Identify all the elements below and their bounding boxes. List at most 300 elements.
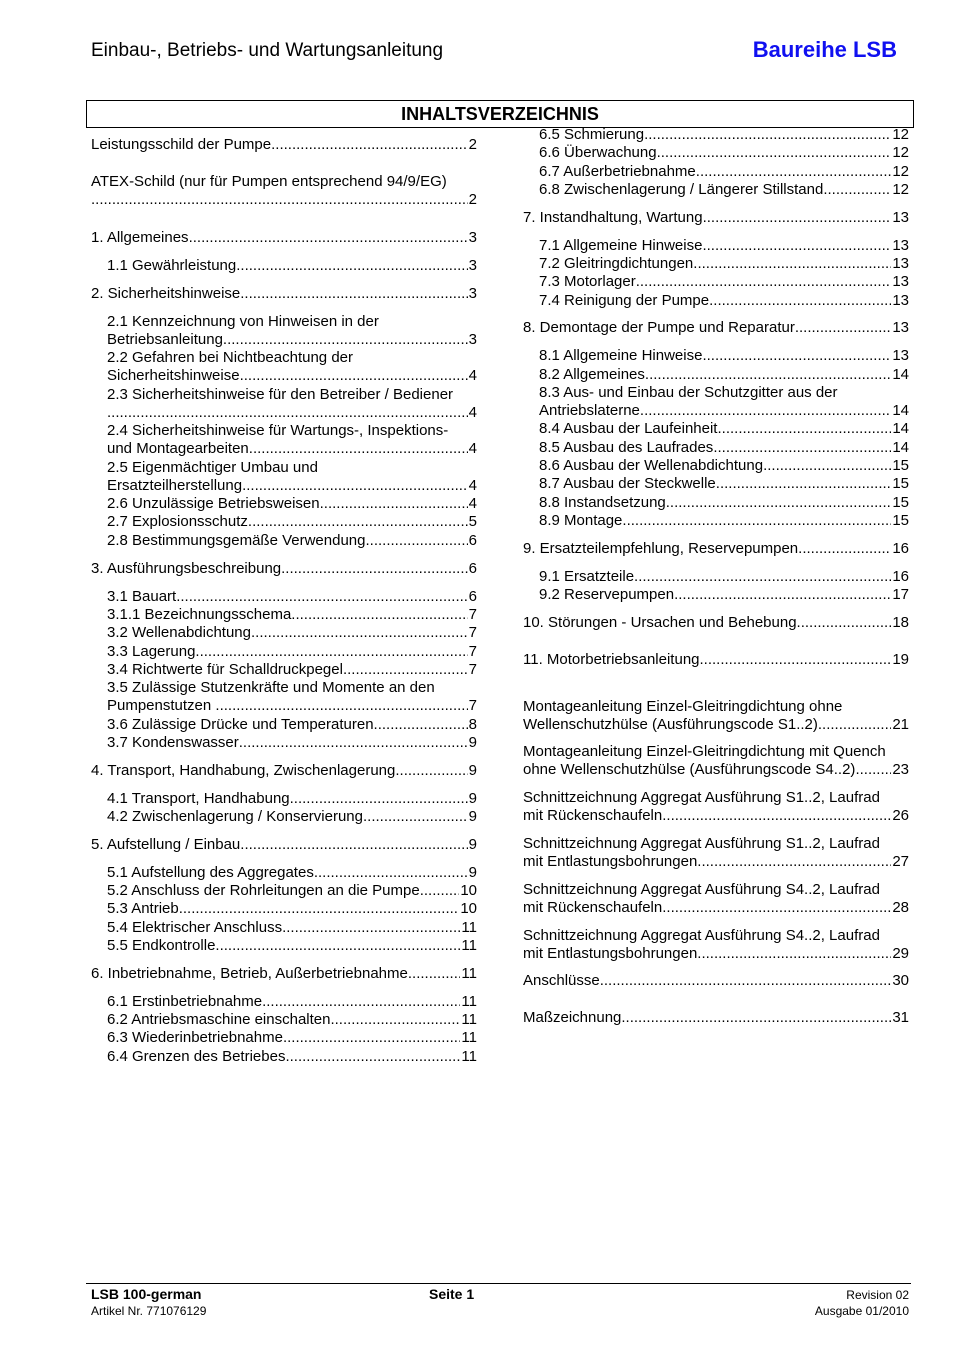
dot-leader — [709, 292, 891, 310]
toc-entry-title: 7.3 Motorlager — [539, 273, 636, 290]
toc-entry[interactable] — [91, 836, 477, 854]
toc-entry[interactable] — [91, 762, 477, 780]
dot-leader — [262, 993, 460, 1011]
toc-heading: INHALTSVERZEICHNIS — [86, 100, 914, 128]
toc-entry-page: 31 — [892, 1009, 909, 1026]
dot-leader — [249, 440, 468, 458]
toc-entry[interactable] — [107, 257, 477, 275]
toc-entry[interactable] — [539, 163, 909, 181]
toc-entry-title: 5.2 Anschluss der Rohrleitungen an die Pumpe — [107, 882, 420, 899]
toc-entry[interactable] — [107, 882, 477, 900]
dot-leader — [674, 586, 891, 604]
toc-entry-page: 4 — [468, 440, 477, 458]
toc-entry[interactable] — [539, 512, 909, 530]
toc-entry-page: 11 — [461, 965, 477, 982]
toc-entry-line: Montageanleitung Einzel-Gleitringdichtung mit Quench — [523, 743, 886, 760]
toc-entry-title: Leistungsschild der Pumpe — [91, 136, 272, 153]
dot-leader — [240, 367, 468, 385]
dot-leader — [91, 191, 468, 209]
toc-entry-page: 26 — [892, 807, 909, 825]
dot-leader — [636, 273, 892, 291]
toc-entry-page: 13 — [892, 255, 909, 272]
toc-entry-line: 2.2 Gefahren bei Nichtbeachtung der — [107, 349, 353, 366]
dot-leader — [395, 762, 467, 780]
toc-entry-page: 11 — [461, 993, 477, 1010]
toc-entry[interactable] — [523, 319, 909, 337]
toc-entry-title: mit Entlastungsbohrungen — [523, 853, 698, 871]
toc-entry-page: 23 — [892, 761, 909, 779]
toc-entry-leader-line — [539, 402, 909, 420]
toc-entry-leader-line — [107, 588, 477, 606]
dot-leader — [795, 319, 891, 337]
toc-entry-leader-line — [523, 761, 909, 779]
dot-leader — [420, 882, 460, 900]
footer-article: Artikel Nr. 771076129 — [91, 1304, 207, 1318]
toc-entry-leader-line — [539, 163, 909, 181]
toc-entry-page: 13 — [892, 209, 909, 226]
toc-entry-leader-line — [539, 512, 909, 530]
toc-entry-leader-line — [523, 319, 909, 337]
toc-entry-leader-line — [107, 1029, 477, 1047]
toc-entry-page: 14 — [892, 402, 909, 420]
toc-entry-page: 13 — [892, 292, 909, 309]
toc-entry[interactable] — [539, 439, 909, 457]
dot-leader — [314, 864, 468, 882]
dot-leader — [240, 285, 467, 303]
toc-entry-page: 2 — [468, 191, 477, 209]
toc-entry-title: Wellenschutzhülse (Ausführungscode S1..2) — [523, 716, 818, 734]
toc-entry[interactable] — [539, 255, 909, 273]
toc-entry-leader-line — [539, 366, 909, 384]
toc-entry-title: 6.6 Überwachung — [539, 144, 657, 161]
toc-entry-title: 9.1 Ersatzteile — [539, 568, 635, 585]
dot-leader — [696, 163, 892, 181]
toc-entry-title: 1.1 Gewährleistung — [107, 257, 237, 274]
dot-leader — [697, 853, 891, 871]
toc-entry[interactable] — [107, 993, 477, 1011]
toc-entry-title: 8.6 Ausbau der Wellenabdichtung — [539, 457, 764, 474]
toc-entry[interactable] — [107, 513, 477, 531]
toc-entry[interactable] — [107, 864, 477, 882]
toc-entry[interactable] — [523, 540, 909, 558]
dot-leader — [703, 209, 892, 227]
toc-entry-leader-line — [523, 899, 909, 917]
toc-entry[interactable] — [107, 661, 477, 679]
toc-entry-page: 9 — [468, 790, 477, 807]
toc-entry-title: 7. Instandhaltung, Wartung — [523, 209, 703, 226]
toc-entry[interactable] — [91, 285, 477, 303]
toc-entry-title: Ersatzteilherstellung — [107, 477, 243, 495]
toc-entry-leader-line — [539, 457, 909, 475]
dot-leader — [763, 457, 891, 475]
toc-entry[interactable] — [539, 181, 909, 199]
toc-entry-title: 7.4 Reinigung der Pumpe — [539, 292, 710, 309]
toc-entry-leader-line — [523, 1009, 909, 1027]
toc-entry-leader-line — [91, 136, 477, 154]
toc-entry[interactable] — [107, 937, 477, 955]
toc-entry-leader-line — [91, 836, 477, 854]
toc-entry-leader-line — [91, 191, 477, 209]
dot-leader — [343, 661, 468, 679]
dot-leader — [240, 836, 467, 854]
toc-entry-leader-line — [539, 181, 909, 199]
toc-entry[interactable] — [107, 532, 477, 550]
series-title: Baureihe LSB — [752, 37, 897, 62]
toc-entry[interactable] — [107, 1011, 477, 1029]
footer-divider — [86, 1283, 911, 1284]
toc-entry-page: 10 — [460, 900, 477, 917]
toc-entry-title: ohne Wellenschutzhülse (Ausführungscode S4..2) — [523, 761, 856, 779]
toc-entry-title: Anschlüsse — [523, 972, 600, 989]
toc-entry-leader-line — [107, 900, 477, 918]
toc-entry-title: 8.4 Ausbau der Laufeinheit — [539, 420, 718, 437]
dot-leader — [798, 540, 891, 558]
toc-entry-line: Schnittzeichnung Aggregat Ausführung S4..2, Laufrad — [523, 927, 880, 944]
dot-leader — [176, 588, 467, 606]
toc-entry[interactable] — [91, 229, 477, 247]
toc-entry-title: Betriebsanleitung — [107, 331, 223, 349]
toc-entry-title: 10. Störungen - Ursachen und Behebung — [523, 614, 797, 631]
toc-entry[interactable] — [539, 457, 909, 475]
dot-leader — [215, 937, 460, 955]
toc-entry-leader-line — [107, 661, 477, 679]
toc-entry-page: 9 — [468, 734, 477, 751]
toc-entry[interactable] — [523, 209, 909, 227]
toc-entry-page: 3 — [468, 257, 477, 274]
toc-entry[interactable] — [523, 881, 909, 918]
toc-entry-title: 8.5 Ausbau des Laufrades — [539, 439, 714, 456]
toc-entry-page: 4 — [468, 404, 477, 422]
toc-entry-title: 8.8 Instandsetzung — [539, 494, 666, 511]
toc-entry-page: 7 — [468, 661, 477, 678]
toc-entry[interactable] — [107, 459, 477, 496]
toc-entry-title: 3.4 Richtwerte für Schalldruckpegel — [107, 661, 343, 678]
toc-entry-leader-line — [107, 624, 477, 642]
toc-entry-leader-line — [107, 477, 477, 495]
toc-entry-title: 7.1 Allgemeine Hinweise — [539, 237, 703, 254]
dot-leader — [621, 1009, 891, 1027]
toc-entry[interactable] — [107, 734, 477, 752]
toc-entry-line: 3.5 Zulässige Stutzenkräfte und Momente an den — [107, 679, 435, 696]
toc-entry[interactable] — [539, 366, 909, 384]
dot-leader — [271, 136, 468, 154]
dot-leader — [855, 761, 891, 779]
toc-entry[interactable] — [539, 420, 909, 438]
toc-entry-leader-line — [107, 532, 477, 550]
toc-entry-title: 4. Transport, Handhabung, Zwischenlagerung — [91, 762, 396, 779]
toc-entry[interactable] — [539, 126, 909, 144]
toc-entry[interactable] — [107, 606, 477, 624]
toc-entry-leader-line — [107, 495, 477, 513]
toc-entry-title: 6.1 Erstinbetriebnahme — [107, 993, 263, 1010]
dot-leader — [290, 790, 468, 808]
toc-entry-leader-line — [107, 404, 477, 422]
dot-leader — [365, 532, 467, 550]
toc-entry-title: 8.1 Allgemeine Hinweise — [539, 347, 703, 364]
toc-entry-page: 11 — [461, 919, 477, 936]
toc-entry-title: 6.7 Außerbetriebnahme — [539, 163, 696, 180]
toc-entry-line: 8.3 Aus- und Einbau der Schutzgitter aus der — [539, 384, 838, 401]
toc-entry[interactable] — [523, 927, 909, 964]
toc-entry-page: 7 — [468, 643, 477, 660]
dot-leader — [363, 808, 468, 826]
toc-entry-page: 6 — [468, 588, 477, 605]
dot-leader — [622, 512, 891, 530]
dot-leader — [717, 420, 891, 438]
toc-entry[interactable] — [523, 743, 909, 780]
toc-entry-page: 13 — [892, 319, 909, 336]
dot-leader — [335, 1011, 461, 1029]
toc-entry-title: Sicherheitshinweise — [107, 367, 240, 385]
dot-leader — [657, 144, 892, 162]
toc-entry-title: mit Rückenschaufeln — [523, 899, 663, 917]
toc-entry-page: 11 — [461, 1029, 477, 1046]
toc-entry-leader-line — [107, 882, 477, 900]
toc-entry[interactable] — [539, 347, 909, 365]
toc-entry-leader-line — [91, 285, 477, 303]
footer-doc-id: LSB 100-german — [91, 1286, 202, 1302]
toc-entry-title: 2.6 Unzulässige Betriebsweisen — [107, 495, 320, 512]
toc-entry-leader-line — [91, 965, 477, 983]
toc-entry-title: mit Rückenschaufeln — [523, 807, 663, 825]
toc-entry-leader-line — [539, 292, 909, 310]
toc-entry-leader-line — [107, 513, 477, 531]
dot-leader — [702, 347, 891, 365]
toc-entry-page: 15 — [892, 457, 909, 474]
toc-entry-title: 3.1 Bauart — [107, 588, 177, 605]
toc-entry[interactable] — [91, 560, 477, 578]
toc-entry-title: 2. Sicherheitshinweise — [91, 285, 241, 302]
toc-entry-page: 10 — [460, 882, 477, 899]
toc-entry-page: 14 — [892, 439, 909, 456]
toc-entry-title: 8.7 Ausbau der Steckwelle — [539, 475, 716, 492]
toc-entry-leader-line — [539, 494, 909, 512]
toc-entry[interactable] — [523, 789, 909, 826]
toc-entry-line: 2.1 Kennzeichnung von Hinweisen in der — [107, 313, 379, 330]
dot-leader — [640, 402, 891, 420]
toc-entry-leader-line — [107, 993, 477, 1011]
toc-entry-line: 2.4 Sicherheitshinweise für Wartungs-, Inspektions- — [107, 422, 449, 439]
toc-entry-leader-line — [523, 716, 909, 734]
toc-entry[interactable] — [539, 292, 909, 310]
toc-entry-title: und Montagearbeiten — [107, 440, 249, 458]
toc-entry-leader-line — [539, 347, 909, 365]
toc-entry[interactable] — [539, 475, 909, 493]
dot-leader — [282, 919, 460, 937]
toc-entry-leader-line — [107, 606, 477, 624]
toc-entry[interactable] — [107, 790, 477, 808]
toc-entry-title: Antriebslaterne — [539, 402, 640, 420]
toc-entry-title: 9.2 Reservepumpen — [539, 586, 675, 603]
toc-entry[interactable] — [107, 716, 477, 734]
toc-entry[interactable] — [107, 313, 477, 350]
toc-entry-leader-line — [539, 420, 909, 438]
toc-entry-leader-line — [523, 614, 909, 632]
toc-entry-title: 1. Allgemeines — [91, 229, 189, 246]
toc-entry-leader-line — [523, 209, 909, 227]
toc-entry[interactable] — [91, 173, 477, 210]
toc-entry-page: 13 — [892, 347, 909, 364]
toc-entry-page: 16 — [892, 540, 909, 557]
toc-entry[interactable] — [107, 495, 477, 513]
toc-entry-page: 5 — [468, 513, 477, 530]
toc-entry-leader-line — [107, 643, 477, 661]
dot-leader — [713, 439, 891, 457]
toc-entry[interactable] — [107, 1048, 477, 1066]
toc-entry-page: 11 — [461, 1048, 477, 1065]
toc-entry-line: 2.5 Eigenmächtiger Umbau und — [107, 459, 318, 476]
dot-leader — [223, 331, 468, 349]
toc-entry[interactable] — [107, 1029, 477, 1047]
toc-entry-title: Pumpenstutzen ... — [107, 697, 228, 715]
toc-entry-title: 5.3 Antrieb — [107, 900, 179, 917]
toc-entry[interactable] — [539, 494, 909, 512]
toc-entry-page: 29 — [892, 945, 909, 963]
toc-entry-leader-line — [523, 972, 909, 990]
toc-entry-title: 3. Ausführungsbeschreibung — [91, 560, 282, 577]
toc-entry-title: 6.4 Grenzen des Betriebes — [107, 1048, 286, 1065]
toc-entry[interactable] — [539, 568, 909, 586]
toc-entry-line: Montageanleitung Einzel-Gleitringdichtung ohne — [523, 698, 843, 715]
toc-entry[interactable] — [107, 643, 477, 661]
toc-entry-page: 15 — [892, 512, 909, 529]
toc-entry[interactable] — [107, 349, 477, 386]
toc-entry[interactable] — [539, 273, 909, 291]
toc-entry-page: 11 — [461, 937, 477, 954]
footer-issue: Ausgabe 01/2010 — [814, 1304, 909, 1318]
toc-entry[interactable] — [107, 808, 477, 826]
toc-entry[interactable] — [523, 651, 909, 669]
toc-entry-title: 4.1 Transport, Handhabung — [107, 790, 290, 807]
toc-entry-title: 8. Demontage der Pumpe und Reparatur — [523, 319, 795, 336]
dot-leader — [408, 965, 461, 983]
toc-entry-leader-line — [539, 439, 909, 457]
toc-entry-line: ATEX-Schild (nur für Pumpen entsprechend 94/9/EG) — [91, 173, 447, 190]
toc-entry[interactable] — [107, 422, 477, 459]
toc-entry-leader-line — [107, 937, 477, 955]
toc-entry[interactable] — [523, 1009, 909, 1027]
dot-leader — [248, 513, 468, 531]
dot-leader — [189, 229, 468, 247]
toc-entry[interactable] — [107, 679, 477, 716]
toc-entry-title: 6.8 Zwischenlagerung / Längerer Stillstand — [539, 181, 824, 198]
dot-leader — [662, 899, 891, 917]
toc-entry[interactable] — [107, 900, 477, 918]
toc-entry-page: 2 — [468, 136, 477, 153]
toc-entry[interactable] — [523, 614, 909, 632]
toc-entry-page: 28 — [892, 899, 909, 917]
toc-entry-title: 5. Aufstellung / Einbau — [91, 836, 241, 853]
toc-entry-leader-line — [107, 1048, 477, 1066]
dot-leader — [797, 614, 892, 632]
toc-entry-page: 7 — [468, 697, 477, 715]
toc-entry-page: 15 — [892, 475, 909, 492]
toc-entry-leader-line — [539, 273, 909, 291]
toc-entry[interactable] — [539, 384, 909, 421]
toc-entry-title: 3.3 Lagerung — [107, 643, 196, 660]
toc-entry-title: 2.7 Explosionsschutz — [107, 513, 248, 530]
toc-entry-leader-line — [107, 697, 477, 715]
toc-entry[interactable] — [539, 144, 909, 162]
toc-entry-page: 12 — [892, 181, 909, 198]
toc-entry[interactable] — [523, 972, 909, 990]
footer-page: Seite 1 — [429, 1286, 475, 1302]
toc-entry-leader-line — [539, 586, 909, 604]
toc-entry[interactable] — [91, 136, 477, 154]
toc-entry-page: 19 — [892, 651, 909, 668]
toc-entry[interactable] — [107, 919, 477, 937]
toc-entry-page: 4 — [468, 367, 477, 385]
toc-entry[interactable] — [539, 237, 909, 255]
toc-entry[interactable] — [539, 586, 909, 604]
toc-entry-leader-line — [539, 475, 909, 493]
dot-leader — [697, 945, 891, 963]
toc-entry-page: 30 — [892, 972, 909, 989]
toc-entry-line: Schnittzeichnung Aggregat Ausführung S1..2, Laufrad — [523, 835, 880, 852]
footer-revision: Revision 02 — [846, 1288, 909, 1302]
toc-entry-line: Schnittzeichnung Aggregat Ausführung S4..2, Laufrad — [523, 881, 880, 898]
toc-entry-leader-line — [523, 651, 909, 669]
dot-leader — [236, 257, 467, 275]
toc-entry[interactable] — [107, 588, 477, 606]
toc-entry[interactable] — [91, 965, 477, 983]
toc-entry-page: 9 — [468, 808, 477, 825]
toc-entry[interactable] — [523, 698, 909, 735]
toc-entry-page: 21 — [892, 716, 909, 734]
dot-leader — [228, 697, 468, 715]
toc-entry-page: 4 — [468, 477, 477, 495]
toc-entry-title: 6. Inbetriebnahme, Betrieb, Außerbetriebnahme — [91, 965, 408, 982]
toc-entry-page: 17 — [892, 586, 909, 603]
toc-entry-page: 12 — [892, 144, 909, 161]
dot-leader — [283, 1029, 460, 1047]
toc-entry-page: 13 — [892, 237, 909, 254]
toc-entry-leader-line — [107, 919, 477, 937]
toc-entry-leader-line — [107, 331, 477, 349]
toc-entry-page: 4 — [468, 495, 477, 512]
toc-entry-page: 7 — [468, 606, 477, 623]
toc-entry-page: 12 — [892, 163, 909, 180]
toc-entry-title: Maßzeichnung — [523, 1009, 622, 1026]
toc-entry-leader-line — [107, 734, 477, 752]
toc-entry-leader-line — [539, 144, 909, 162]
toc-entry-leader-line — [539, 237, 909, 255]
dot-leader — [716, 475, 892, 493]
toc-entry-leader-line — [539, 568, 909, 586]
toc-entry-page: 8 — [468, 716, 477, 733]
toc-entry-title: 2.8 Bestimmungsgemäße Verwendung — [107, 532, 366, 549]
toc-entry-page: 11 — [461, 1011, 477, 1028]
toc-entry-title: 3.1.1 Bezeichnungsschema — [107, 606, 292, 623]
dot-leader — [702, 237, 891, 255]
toc-entry-leader-line — [107, 716, 477, 734]
toc-entry-page: 16 — [892, 568, 909, 585]
toc-entry-title: 3.2 Wellenabdichtung — [107, 624, 251, 641]
toc-entry-title: 4.2 Zwischenlagerung / Konservierung — [107, 808, 363, 825]
toc-entry-page: 14 — [892, 420, 909, 437]
toc-entry[interactable] — [107, 624, 477, 642]
toc-entry[interactable] — [107, 386, 477, 423]
toc-entry-title: 7.2 Gleitringdichtungen — [539, 255, 694, 272]
dot-leader — [823, 181, 891, 199]
toc-entry-leader-line — [107, 808, 477, 826]
toc-entry-page: 3 — [468, 331, 477, 349]
dot-leader — [600, 972, 892, 990]
toc-entry-title: 5.4 Elektrischer Anschluss — [107, 919, 283, 936]
toc-entry-leader-line — [523, 945, 909, 963]
toc-entry-page: 6 — [468, 560, 477, 577]
toc-entry[interactable] — [523, 835, 909, 872]
